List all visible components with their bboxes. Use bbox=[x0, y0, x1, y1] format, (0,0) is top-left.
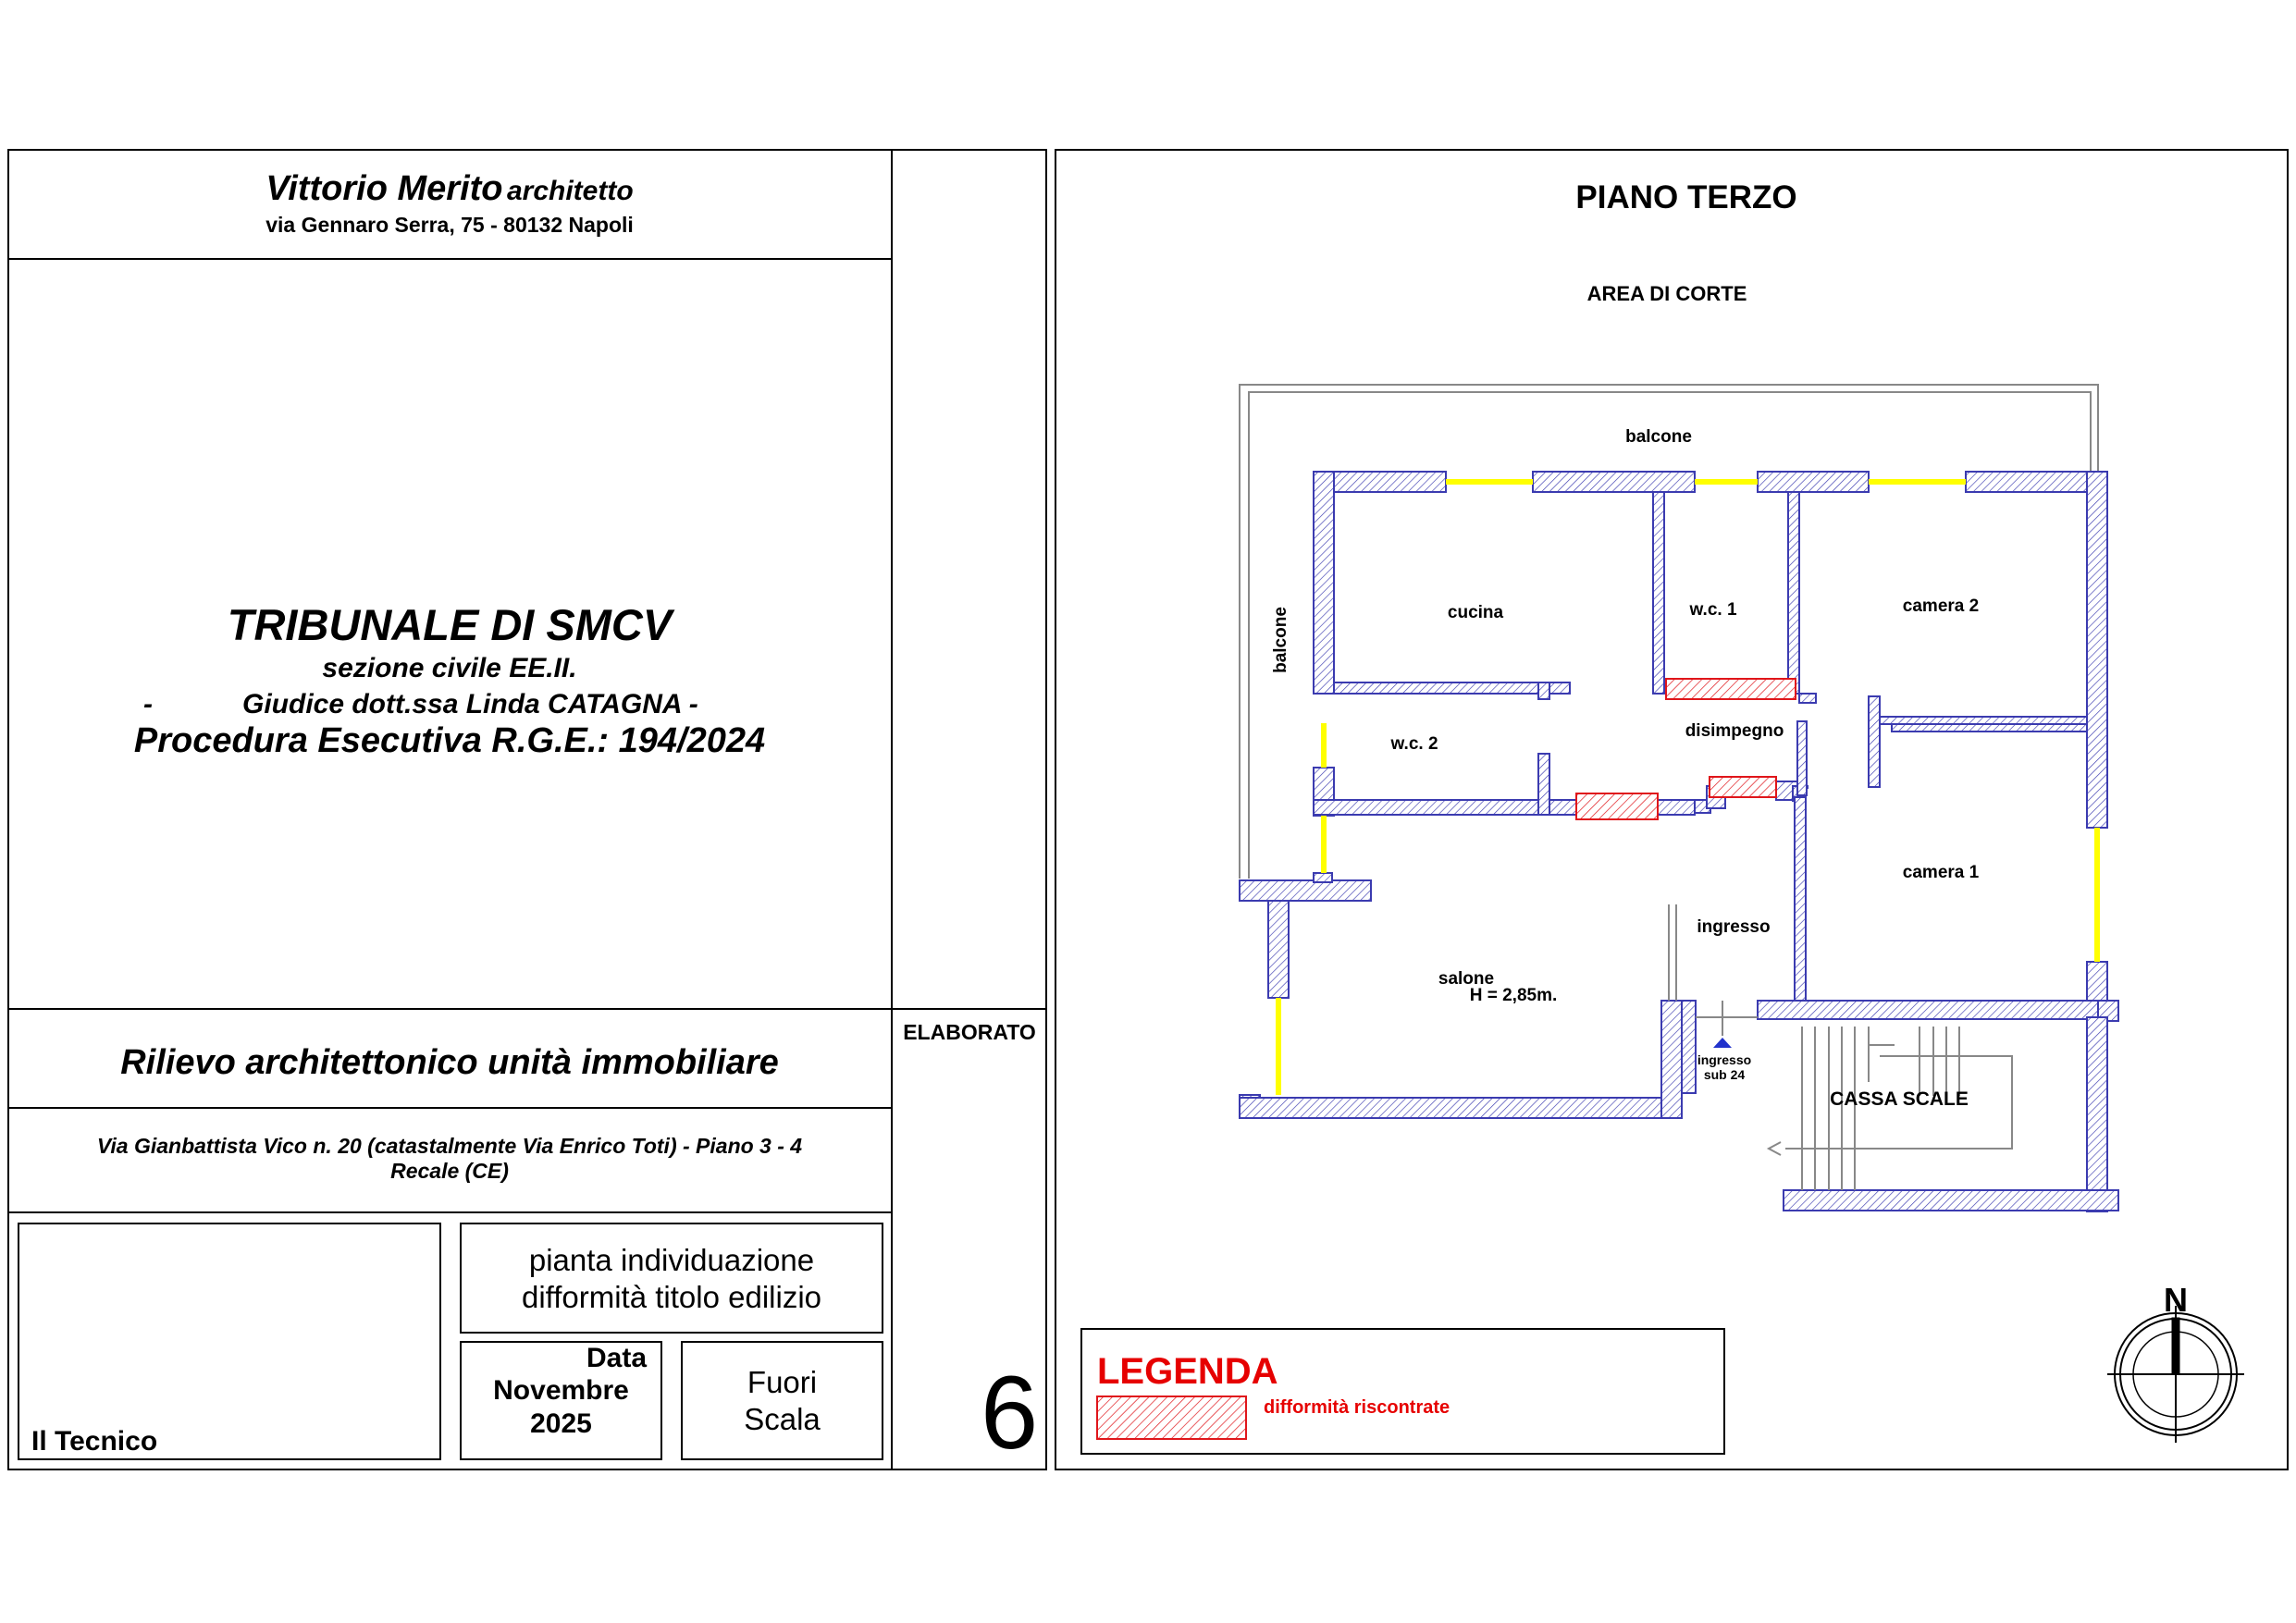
label-camera1: camera 1 bbox=[1902, 863, 1980, 882]
court-section: sezione civile EE.II. bbox=[322, 653, 577, 683]
survey-address-line2: Recale (CE) bbox=[390, 1159, 509, 1183]
walls bbox=[1240, 472, 2118, 1211]
architect-address: via Gennaro Serra, 75 - 80132 Napoli bbox=[265, 213, 634, 237]
architect-title: architetto bbox=[506, 176, 634, 206]
label-salone: salone bbox=[1438, 969, 1495, 989]
label-cassa-scale: CASSA SCALE bbox=[1830, 1088, 1969, 1110]
label-ingresso-sub-2: sub 24 bbox=[1703, 1067, 1746, 1082]
survey-address-line1: Via Gianbattista Vico n. 20 (catastalmente Via Enrico Toti) - Piano 3 - 4 bbox=[96, 1134, 803, 1158]
legend-box bbox=[1081, 1329, 1724, 1454]
legend-title: LEGENDA bbox=[1097, 1351, 1278, 1392]
court-judge: Giudice dott.ssa Linda CATAGNA - bbox=[242, 689, 698, 719]
date-label: Data bbox=[586, 1343, 648, 1373]
court-procedure: Procedura Esecutiva R.G.E.: 194/2024 bbox=[133, 721, 766, 760]
difformita-areas bbox=[1576, 679, 1796, 819]
scale-line1: Fuori bbox=[747, 1365, 818, 1399]
court-name: TRIBUNALE DI SMCV bbox=[227, 600, 673, 649]
legend-item: difformità riscontrate bbox=[1264, 1397, 1450, 1418]
description-line2: difformità titolo edilizio bbox=[521, 1280, 822, 1314]
north-label: N bbox=[2164, 1281, 2188, 1319]
label-ingresso: ingresso bbox=[1697, 917, 1771, 937]
plan-title: PIANO TERZO bbox=[1575, 179, 1797, 215]
label-balcone-top: balcone bbox=[1625, 427, 1692, 447]
label-wc1: w.c. 1 bbox=[1689, 600, 1737, 620]
date-year: 2025 bbox=[530, 1408, 592, 1439]
label-balcone-left: balcone bbox=[1271, 607, 1290, 673]
entrance-arrow bbox=[1713, 1038, 1732, 1048]
label-cucina: cucina bbox=[1447, 603, 1504, 622]
label-disimpegno: disimpegno bbox=[1685, 721, 1784, 741]
label-salone-height: H = 2,85m. bbox=[1469, 986, 1558, 1005]
area-label: AREA DI CORTE bbox=[1586, 282, 1747, 305]
description-line1: pianta individuazione bbox=[528, 1243, 815, 1277]
label-camera2: camera 2 bbox=[1902, 596, 1980, 616]
label-wc2: w.c. 2 bbox=[1390, 734, 1438, 754]
elaborato-number: 6 bbox=[981, 1355, 1039, 1470]
north-arrow-icon bbox=[2107, 1281, 2244, 1443]
judge-dash: - bbox=[143, 689, 153, 719]
date-month: Novembre bbox=[493, 1375, 629, 1406]
elaborato-label: ELABORATO bbox=[903, 1020, 1036, 1044]
scale-line2: Scala bbox=[744, 1402, 821, 1436]
survey-title: Rilievo architettonico unità immobiliare bbox=[120, 1043, 779, 1082]
tecnico-label: Il Tecnico bbox=[31, 1426, 158, 1457]
legend-swatch bbox=[1097, 1396, 1246, 1439]
architect-name: Vittorio Merito bbox=[265, 169, 503, 208]
label-ingresso-sub-1: ingresso bbox=[1697, 1052, 1752, 1067]
